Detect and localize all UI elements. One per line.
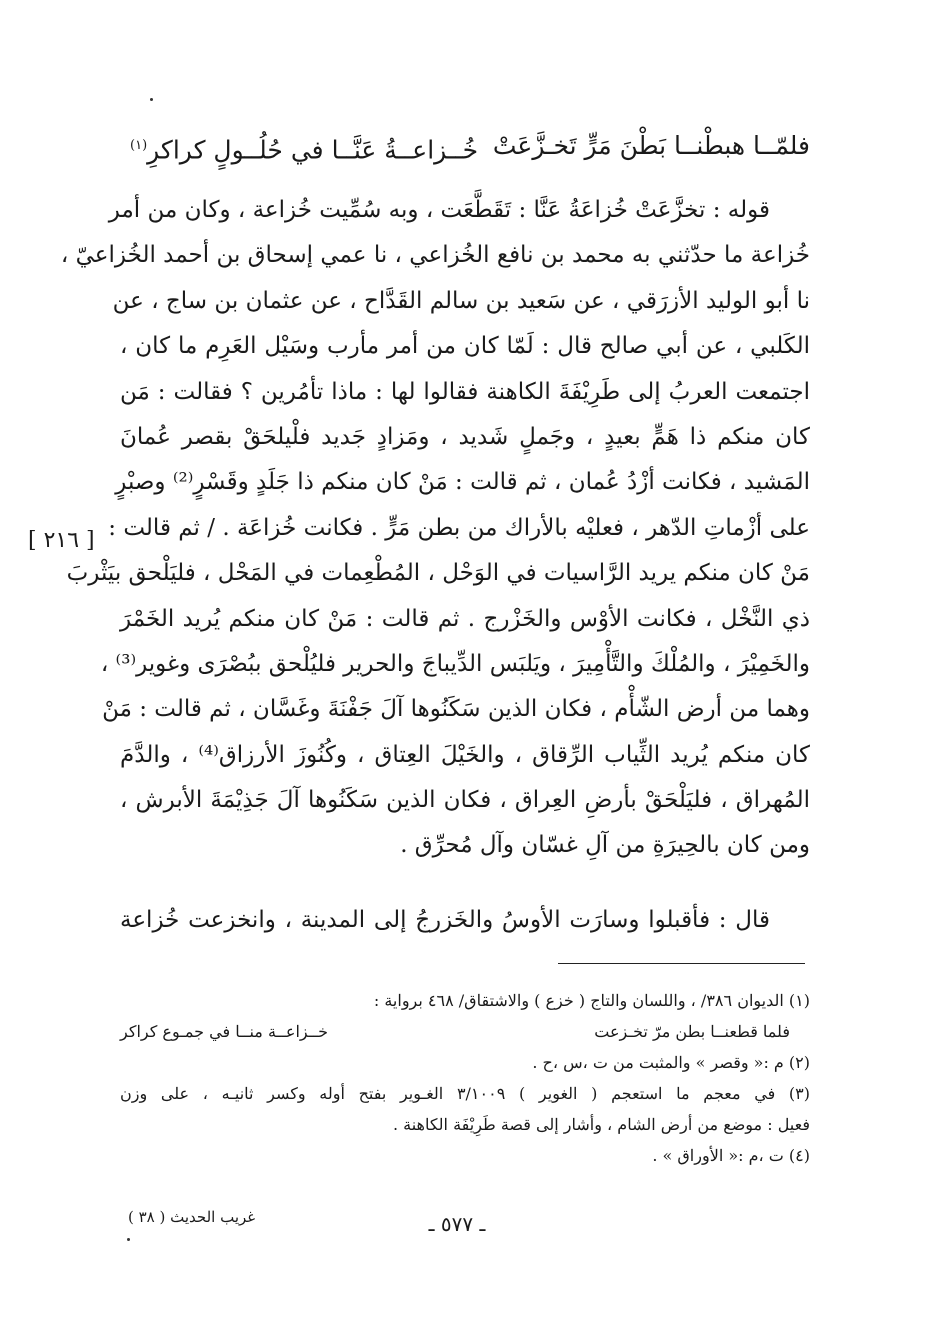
footnote-3-line-1: (٣) في معجم ما استعجم ( الغوير ) ٣/١٠٠٩ الغـوير بفتح أوله وكسر ثانيـه ، على وزن [120,1084,810,1103]
speck [150,98,153,101]
running-title: غريب الحديث ( ٣٨ ) [128,1208,256,1226]
footnote-2: (٢) م :« وقصر » والمثبت من ت ،س ،ح . [532,1053,810,1072]
speck [127,1238,130,1241]
body-line: وهما من أرض الشّأْم ، فكان الذين سَكَنُوها آلَ جَفْنَةَ وغَسَّان ، ثم قالت : مَنْ [102,696,810,723]
footnote-ref-1: (١) [130,138,148,153]
footnote-verse-first: فلما قطعنــا بطن مرّ تخـزعت [594,1022,790,1041]
body-line: اجتمعت العربُ إلى طَرِيْفَةَ الكاهنة فقالوا لها : ماذا تأمُرين ؟ فقالت : مَن [120,378,810,405]
body-line: والخَمِيْرَ ، والمُلْكَ والتَّأْمِيرَ ، ويَلبَس الدِّيباجَ والحرير فليُلْحق ببُصْرَى وغوير⁽³⁾ ، [100,650,810,677]
body-line: نا أبو الوليد الأزرَقي ، عن سَعيد بن سالم القَدَّاح ، عن عثمان بن ساج ، عن [112,287,810,314]
body-line: مَنْ كان منكم يريد الرَّاسيات في الوَحْل ، المُطْعِمات في المَحْل ، فليَلْحق بيَثْربَ [66,560,810,587]
body-line: ومن كان بالحِيرَةِ من آلِ غسّان وآل مُحرِّق . [400,832,810,859]
verse-first-hemistich: فلمّــا هبطْنــا بَطْنَ مَرٍّ تَخـزَّعَتْ [492,131,810,160]
body-line: المُهراق ، فليَلْحَقْ بأرضِ العِراق ، فكان الذين سَكَنُوها آلَ جَذِيْمَةَ الأبرش ، [120,787,810,814]
footnote-verse-second: خــزاعــة منــا في جمـوع كراكر [120,1022,328,1041]
footnote-separator [558,963,805,964]
footnotes [120,985,810,1171]
body-line: كان منكم ذا هَمٍّ بعيدٍ ، وجَملٍ شَديد ، ومَزادٍ جَديد فلْيلحَقْ بقصر عُمانَ [120,423,810,450]
poem-verse [110,122,810,170]
margin-page-reference: [ ٢١٦ ] [28,528,95,553]
body-line: قوله : تخزَّعَتْ خُزاعَةُ عَنَّا : تَقَطَّعَت ، وبه سُمِّيت خُزاعة ، وكان من أمر [108,197,770,223]
footnote-1: (١) الديوان ٣٨٦/ ، واللسان والتاج ( خزع ) والاشتقاق/ ٤٦٨ برواية : [373,991,810,1010]
footnote-3-line-2: فعيل : موضع من أرض الشام ، وأشار إلى قصة طَرِيْفَة الكاهنة . [392,1115,810,1134]
body-line: على أزْماتِ الدّهر ، فعليْه بالأراك من بطن مَرٍّ . فكانت خُزاعَة . / ثم قالت : [108,514,810,541]
footnote-1-verse [120,1016,810,1047]
body-line: الكَلبي ، عن أبي صالح قال : لَمّا كان من أمر مأرب وسَيْل العَرِم ما كان ، [120,333,810,360]
second-paragraph: قال : فأقبلوا وسارَت الأوسُ والخَزرجُ إلى المدينة ، وانخزعت خُزاعة [120,907,770,933]
body-line: المَشيد ، فكانت أزْدُ عُمان ، ثم قالت : مَنْ كان منكم ذا جَلَدٍ وقَسْرٍ⁽²⁾ وصبْرٍ [115,469,810,496]
body-line: خُزاعة ما حدّثني به محمد بن نافع الخُزاعي ، نا عمي إسحاق بن أحمد الخُزاعيّ ، [60,242,810,269]
footnote-4: (٤) ت ،م :« الأوراق » . [652,1146,810,1165]
verse-second-hemistich: خُــزاعــةُ عَنَّــا في حُلُــولٍ كراكرِ$^{(١)}$ [130,135,479,165]
body-line: ذي النَّخْل ، فكانت الأوْس والخَزْرج . ثم قالت : مَنْ كان منكم يُريد الخَمْرَ [120,605,810,632]
body-line: كان منكم يُريد الثِّياب الرِّقاق ، والخَيْلَ العِتاق ، وكُنُوزَ الأرزاق⁽⁴⁾ ، والدَّمَ [120,741,811,768]
page-number: ـ ٥٧٧ ـ [428,1212,486,1236]
